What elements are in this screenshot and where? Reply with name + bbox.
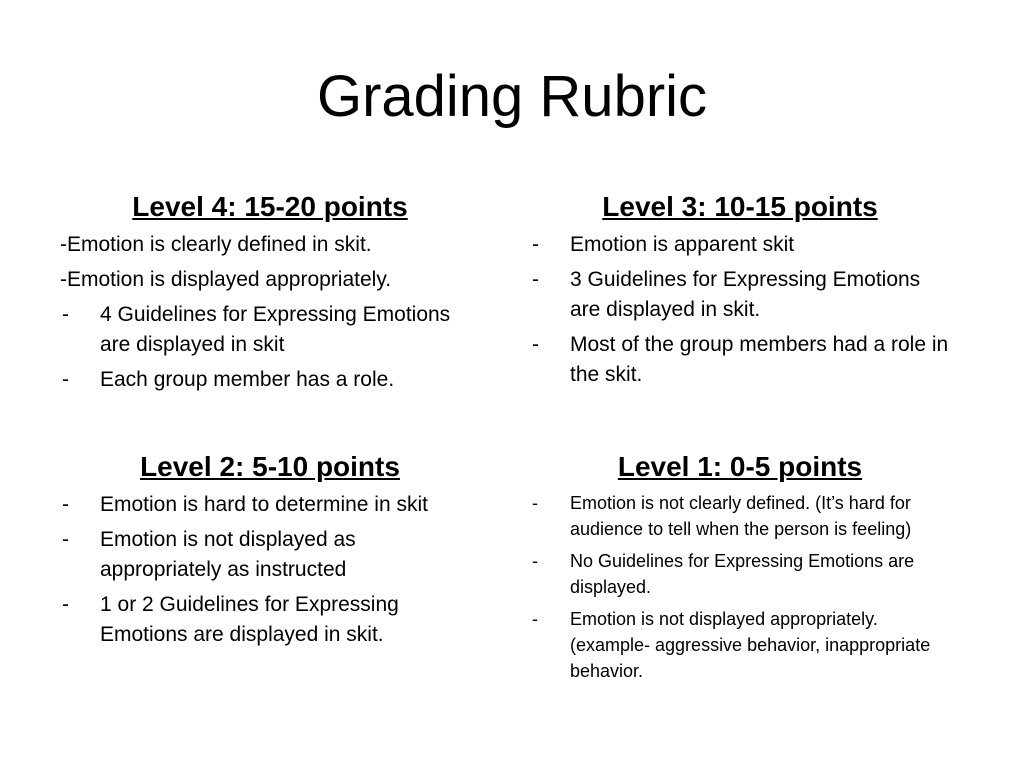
level-2-heading: Level 2: 5-10 points: [140, 451, 400, 482]
list-item: - Emotion is apparent skit: [530, 230, 950, 260]
level-2-section: [60, 450, 480, 655]
list-item: - 1 or 2 Guidelines for Expressing Emotions are displayed in skit.: [60, 590, 480, 650]
level-4-section: [60, 190, 480, 400]
level-3-list: [530, 230, 950, 390]
level-3-section: [530, 190, 950, 395]
level-2-list: [60, 490, 480, 650]
list-item: - Most of the group members had a role in the skit.: [530, 330, 950, 390]
list-item: - Each group member has a role.: [60, 365, 480, 395]
level-1-heading: Level 1: 0-5 points: [617, 451, 863, 482]
level-4-heading: Level 4: 15-20 points: [132, 191, 408, 222]
slide-title: Grading Rubric: [316, 64, 708, 129]
list-item: - 4 Guidelines for Expressing Emotions are displayed in skit: [60, 300, 480, 360]
list-item: - 3 Guidelines for Expressing Emotions are displayed in skit.: [530, 265, 950, 325]
list-item: - Emotion is not displayed as appropriately as instructed: [60, 525, 480, 585]
list-item: - Emotion is not clearly defined. (It’s hard for audience to tell when the person is feeling): [530, 490, 950, 542]
level-1-list: [530, 490, 950, 684]
list-item: -Emotion is clearly defined in skit.: [60, 233, 372, 256]
level-3-heading: Level 3: 10-15 points: [602, 191, 878, 222]
list-item: - No Guidelines for Expressing Emotions are displayed.: [530, 548, 950, 600]
level-4-list: [60, 230, 480, 395]
level-1-section: [530, 450, 950, 690]
list-item: -Emotion is displayed appropriately.: [60, 268, 392, 291]
list-item: - Emotion is not displayed appropriately. (example- aggressive behavior, inappropriate behavior.: [530, 606, 950, 684]
list-item: - Emotion is hard to determine in skit: [60, 490, 480, 520]
